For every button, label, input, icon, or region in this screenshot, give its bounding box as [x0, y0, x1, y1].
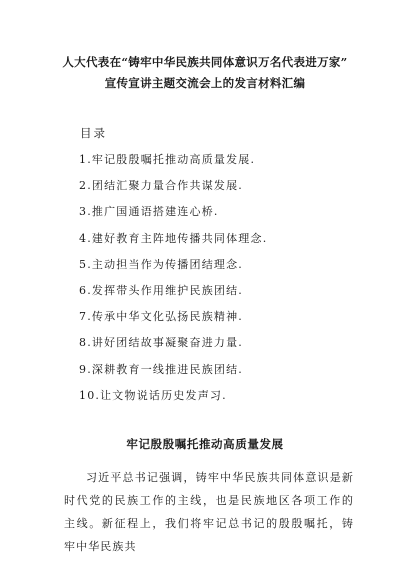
toc-item: 6.发挥带头作用维护民族团结. [79, 283, 243, 297]
toc-item: 1.牢记殷殷嘱托推动高质量发展. [79, 153, 256, 166]
toc-heading: 目录 [80, 126, 107, 140]
toc-item: 7.传承中华文化弘扬民族精神. [79, 310, 243, 324]
section-title: 牢记殷殷嘱托推动高质量发展 [126, 437, 284, 451]
toc-item: 4.建好教育主阵地传播共同体理念. [79, 231, 268, 245]
toc-item: 2.团结汇聚力量合作共谋发展. [79, 179, 243, 193]
toc-item: 9.深耕教育一线推进民族团结. [79, 362, 243, 376]
document-title-line-2: 宣传宣讲主题交流会上的发言材料汇编 [104, 76, 306, 90]
toc-item: 3.推广国通语搭建连心桥. [79, 205, 219, 219]
document-title-line-1: 人大代表在“铸牢中华民族共同体意识万名代表进万家” [62, 55, 348, 69]
toc-item: 10.让文物说话历史发声习. [79, 388, 227, 402]
toc-item: 5.主动担当作为传播团结理念. [79, 257, 243, 271]
table-of-contents [79, 152, 267, 414]
toc-item: 8.讲好团结故事凝聚奋进力量. [79, 336, 243, 350]
body-paragraph: 习近平总书记强调，铸牢中华民族共同体意识是新时代党的民族工作的主线，也是民族地区各项工作的主线。新征程上，我们将牢记总书记的殷殷嘱托，铸牢中华民族共 [64, 471, 354, 553]
